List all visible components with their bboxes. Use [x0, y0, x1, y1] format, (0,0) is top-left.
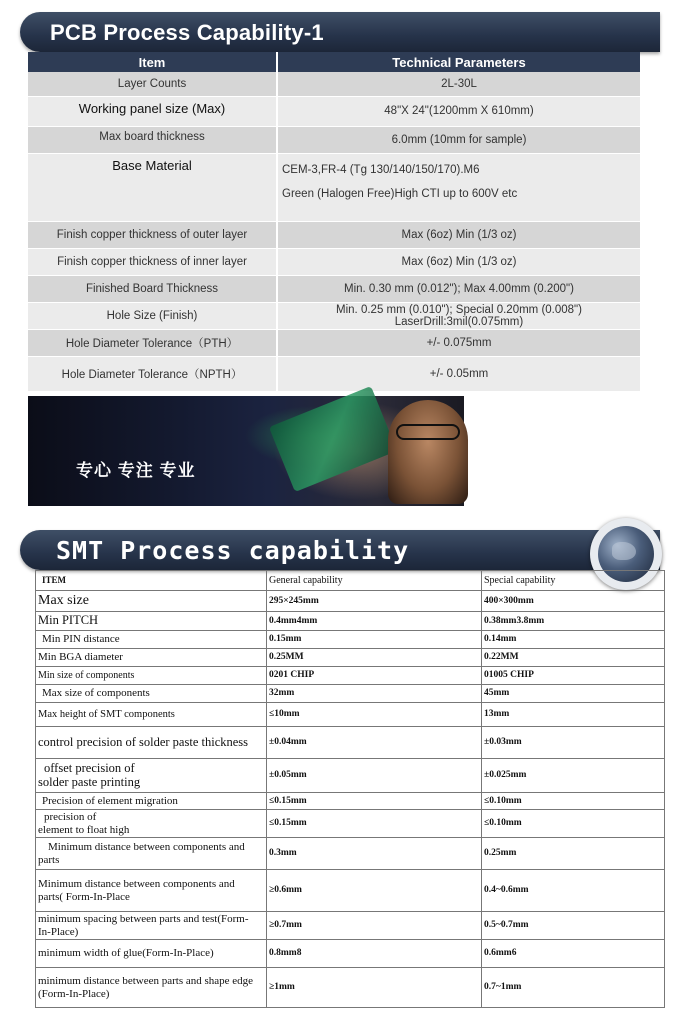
row-value: Max (6oz) Min (1/3 oz)	[277, 221, 640, 248]
row-item	[36, 912, 267, 940]
row-value-line: Green (Halogen Free)High CTI up to 600V etc	[282, 187, 518, 200]
pcb-table-header	[28, 52, 640, 72]
row-item-line: minimum spacing between parts and test(Form-	[38, 913, 249, 926]
table-row	[28, 72, 640, 96]
row-special: ≤0.10mm	[482, 793, 665, 810]
glasses-image	[396, 424, 460, 440]
row-item-line: offset precision of	[44, 760, 135, 775]
row-item	[36, 759, 267, 793]
row-item	[36, 810, 267, 838]
promo-photo	[28, 396, 464, 506]
pcb-header-item: Item	[28, 52, 277, 72]
table-row	[36, 759, 665, 793]
row-general: ±0.04mm	[267, 727, 482, 759]
smt-section-title: SMT Process capability	[56, 536, 410, 565]
smt-section-banner	[20, 530, 660, 570]
row-general: ±0.05mm	[267, 759, 482, 793]
row-special: 0.6mm6	[482, 940, 665, 968]
table-row	[28, 302, 640, 329]
table-row	[36, 727, 665, 759]
table-row	[36, 870, 665, 912]
table-row	[36, 631, 665, 649]
row-item: Max size of components	[36, 685, 267, 703]
smt-header-item: ITEM	[36, 571, 267, 591]
pcb-section-title: PCB Process Capability-1	[50, 20, 324, 45]
row-item: Working panel size (Max)	[28, 96, 277, 126]
row-item: Finish copper thickness of outer layer	[28, 221, 277, 248]
row-special: 45mm	[482, 685, 665, 703]
row-item: Max board thickness	[28, 126, 277, 153]
row-item-line: Minimum distance between components and	[38, 878, 235, 891]
smt-capability-table	[35, 570, 665, 1008]
row-value-line: CEM-3,FR-4 (Tg 130/140/150/170).M6	[282, 163, 480, 176]
row-item-line: parts	[38, 853, 60, 866]
engineer-image	[388, 400, 468, 504]
table-row	[28, 275, 640, 302]
circuit-board-image	[269, 386, 397, 492]
row-general: ≤10mm	[267, 703, 482, 727]
row-item: Min size of components	[36, 667, 267, 685]
row-special: 0.38mm3.8mm	[482, 612, 665, 631]
row-value: Min. 0.30 mm (0.012"); Max 4.00mm (0.200")	[277, 275, 640, 302]
row-value: +/- 0.05mm	[277, 356, 640, 391]
row-value: 48"X 24"(1200mm X 610mm)	[277, 96, 640, 126]
table-row	[36, 912, 665, 940]
row-item: Layer Counts	[28, 72, 277, 96]
row-item: Max height of SMT components	[36, 703, 267, 727]
row-item: Base Material	[28, 153, 277, 221]
row-item: Min BGA diameter	[36, 649, 267, 667]
table-row	[28, 153, 640, 221]
table-row	[36, 793, 665, 810]
smt-header-special: Special capability	[482, 571, 665, 591]
row-general: ≤0.15mm	[267, 810, 482, 838]
row-value: 6.0mm (10mm for sample)	[277, 126, 640, 153]
row-special: ±0.03mm	[482, 727, 665, 759]
row-item-line: parts( Form-In-Place	[38, 890, 130, 903]
row-general: 0.8mm8	[267, 940, 482, 968]
table-row	[36, 810, 665, 838]
table-row	[36, 940, 665, 968]
row-item: Hole Size (Finish)	[28, 302, 277, 329]
row-item-line: minimum distance between parts and shape edge	[38, 975, 254, 988]
table-row	[36, 591, 665, 612]
row-item-line: (Form-In-Place)	[38, 987, 110, 1000]
row-general: ≥0.7mm	[267, 912, 482, 940]
table-row	[36, 838, 665, 870]
row-value: +/- 0.075mm	[277, 329, 640, 356]
row-general: 0.25MM	[267, 649, 482, 667]
row-value: 2L-30L	[277, 72, 640, 96]
row-general: 0.15mm	[267, 631, 482, 649]
row-special: 0.25mm	[482, 838, 665, 870]
row-special: 01005 CHIP	[482, 667, 665, 685]
row-special: 0.5~0.7mm	[482, 912, 665, 940]
table-row	[36, 667, 665, 685]
row-item	[36, 870, 267, 912]
pcb-header-params: Technical Parameters	[277, 52, 640, 72]
smt-header-general: General capability	[267, 571, 482, 591]
row-general: 0201 CHIP	[267, 667, 482, 685]
table-row	[28, 126, 640, 153]
row-general: ≥1mm	[267, 968, 482, 1008]
row-special: 0.22MM	[482, 649, 665, 667]
table-row	[36, 649, 665, 667]
row-item: Precision of element migration	[36, 793, 267, 810]
row-item-line: Minimum distance between components and	[48, 841, 245, 854]
row-special: 400×300mm	[482, 591, 665, 612]
row-general: 32mm	[267, 685, 482, 703]
row-item: Hole Diameter Tolerance（NPTH）	[28, 356, 277, 391]
row-special: 0.14mm	[482, 631, 665, 649]
table-row	[36, 968, 665, 1008]
row-item: Finished Board Thickness	[28, 275, 277, 302]
row-item: Finish copper thickness of inner layer	[28, 248, 277, 275]
row-item: Max size	[36, 591, 267, 612]
row-special: ±0.025mm	[482, 759, 665, 793]
row-value: Min. 0.25 mm (0.010"); Special 0.20mm (0.008") LaserDrill:3mil(0.075mm)	[277, 302, 640, 329]
row-special: ≤0.10mm	[482, 810, 665, 838]
pcb-section-banner	[20, 12, 660, 52]
row-general: 0.4mm4mm	[267, 612, 482, 631]
table-row	[28, 248, 640, 275]
row-item	[36, 838, 267, 870]
table-row	[28, 329, 640, 356]
row-item: Min PIN distance	[36, 631, 267, 649]
table-row	[36, 703, 665, 727]
row-general: ≥0.6mm	[267, 870, 482, 912]
row-item-line: solder paste printing	[38, 774, 141, 789]
row-special: 0.4~0.6mm	[482, 870, 665, 912]
row-item: minimum width of glue(Form-In-Place)	[36, 940, 267, 968]
row-general: 295×245mm	[267, 591, 482, 612]
row-item	[36, 968, 267, 1008]
row-general: ≤0.15mm	[267, 793, 482, 810]
table-row	[36, 685, 665, 703]
row-item: Hole Diameter Tolerance（PTH）	[28, 329, 277, 356]
pcb-capability-table	[28, 52, 640, 392]
table-row	[28, 96, 640, 126]
table-row	[28, 221, 640, 248]
row-item-line: element to float high	[38, 823, 130, 836]
table-row	[36, 612, 665, 631]
promo-slogan: 专心 专注 专业	[76, 461, 196, 480]
row-item: Min PITCH	[36, 612, 267, 631]
row-value: Max (6oz) Min (1/3 oz)	[277, 248, 640, 275]
row-special: 0.7~1mm	[482, 968, 665, 1008]
smt-table-header	[36, 571, 665, 591]
row-item-line: precision of	[44, 811, 97, 824]
row-general: 0.3mm	[267, 838, 482, 870]
row-value	[277, 153, 640, 221]
row-special: 13mm	[482, 703, 665, 727]
row-item-line: In-Place)	[38, 925, 79, 938]
row-item: control precision of solder paste thickness	[36, 727, 267, 759]
table-row	[28, 356, 640, 391]
